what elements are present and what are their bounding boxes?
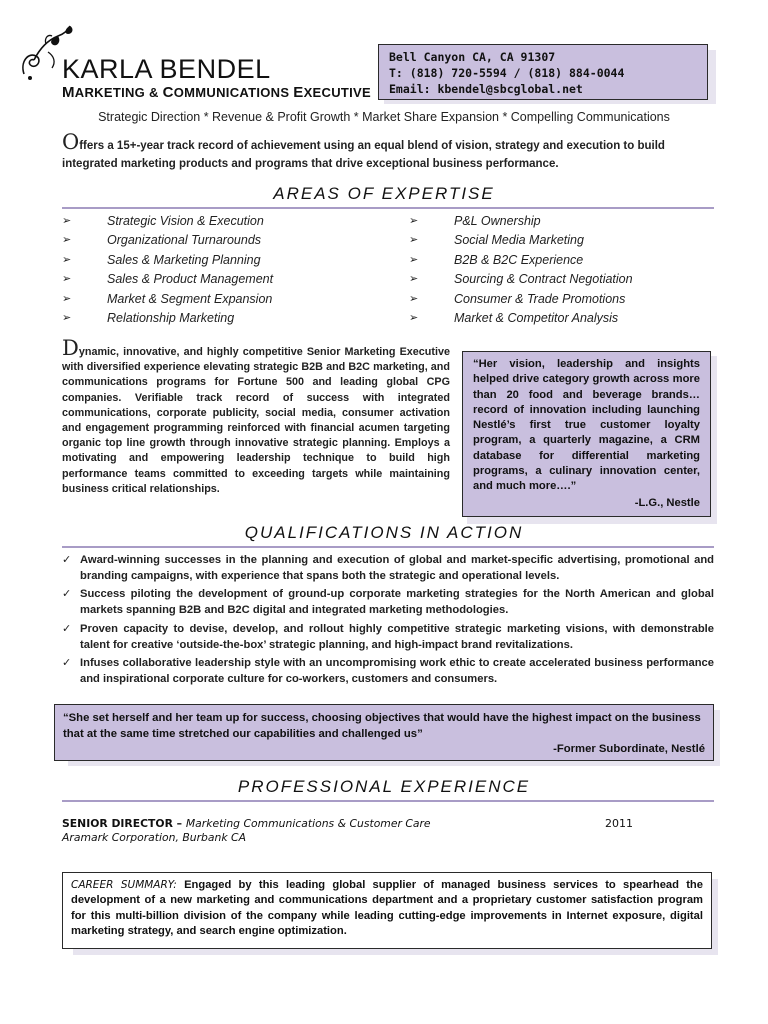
testimonial-quote-subordinate (54, 704, 714, 761)
contact-email: Email: kbendel@sbcglobal.net (389, 82, 583, 96)
intro-dropcap: O (62, 130, 80, 154)
quote-attribution: -L.G., Nestle (634, 496, 700, 509)
list-item: ✓ Award-winning successes in the planning and execution of global and market-specific advertising, promotional and branding campaigns, with experience that spans both the strategic and operational levels. (62, 553, 714, 584)
expertise-list-right (409, 212, 709, 328)
section-divider (62, 546, 714, 548)
list-item: ✓ Infuses collaborative leadership style with an uncompromising work ethic to create accelerated business performance and inspirational corporate culture for co-workers, customers and consumers. (62, 656, 714, 687)
job-company: Aramark Corporation, Burbank CA (62, 831, 246, 844)
section-divider (62, 800, 714, 802)
list-item: ➢ Market & Segment Expansion (62, 290, 392, 309)
job-role: Marketing Communications & Customer Care (185, 817, 431, 830)
quote-text: “She set herself and her team up for success, choosing objectives that would have the highest impact on the business that at the same time stretched our capabilities and challenged us” (63, 712, 701, 740)
list-item: ➢ Sourcing & Contract Negotiation (409, 270, 709, 289)
experience-heading: PROFESSIONAL EXPERIENCE (237, 777, 531, 796)
expertise-list-left (62, 212, 392, 328)
list-item: ➢ B2B & B2C Experience (409, 251, 709, 270)
list-item: ➢ Sales & Marketing Planning (62, 251, 392, 270)
job-year: 2011 (605, 817, 633, 830)
profile-dropcap: D (62, 336, 79, 360)
quote-text: “Her vision, leadership and insights helped drive category growth across more than 20 food and beverage brands…record of innovation including launching Nestlé’s first true customer loyalty program, a quarterly magazine, a CRM database for differential marketing programs, a culinary innovation center, and much more….” (473, 358, 700, 493)
expertise-heading: AREAS OF EXPERTISE (273, 184, 495, 203)
contact-address: Bell Canyon CA, CA 91307 (389, 50, 556, 64)
contact-box (378, 44, 708, 100)
tagline: Strategic Direction * Revenue & Profit Growth * Market Share Expansion * Compelling Communications (98, 110, 670, 124)
testimonial-quote-nestle (462, 351, 711, 517)
quote-attribution: -Former Subordinate, Nestlé (553, 743, 705, 756)
career-summary-box (62, 872, 712, 949)
qualifications-heading: QUALIFICATIONS IN ACTION (244, 523, 524, 542)
profile-summary (62, 336, 450, 497)
list-item: ➢ Relationship Marketing (62, 309, 392, 328)
section-divider (62, 207, 714, 209)
list-item: ➢ Organizational Turnarounds (62, 231, 392, 250)
contact-phone: T: (818) 720-5594 / (818) 884-0044 (389, 66, 625, 80)
list-item: ➢ Consumer & Trade Promotions (409, 290, 709, 309)
career-summary-label: CAREER SUMMARY: (71, 879, 177, 891)
list-item: ➢ Market & Competitor Analysis (409, 309, 709, 328)
list-item: ➢ Sales & Product Management (62, 270, 392, 289)
list-item: ✓ Proven capacity to devise, develop, and rollout highly competitive strategic marketing visions, with demonstrable talent for creative ‘outside-the-box’ strategic planning, and high-impact brand revitalizations. (62, 622, 714, 653)
intro-summary (62, 130, 712, 173)
intro-text: ffers a 15+-year track record of achievement using an equal blend of vision, strategy and execution to build integrated marketing products and programs that drive exceptional business performance. (62, 140, 665, 170)
profile-text: ynamic, innovative, and highly competitive Senior Marketing Executive with diversified experience elevating strategic B2B and B2C marketing, and communications programs for Fortune 500 and leading global CPG companies. Verifiable track record of success with integrated communications, corporate publicity, social media, consumer activation and engagement programming reinforced with financial acumen targeting organic top line growth through innovative strategic planning. Employs a motivating and empowering leadership technique to build high performance teams committed to exceeding targets while maintaining business critical relationships. (62, 346, 450, 495)
candidate-name: KARLA BENDEL (62, 54, 271, 84)
career-summary-text: Engaged by this leading global supplier of managed business services to spearhead the development of a new marketing and communications department and a proprietary customer satisfaction program for this multi-billion division of the company while leading cutting-edge improvements in Internet exposure, digital marketing strategy, and search engine optimization. (71, 879, 703, 937)
list-item: ✓ Success piloting the development of ground-up corporate marketing strategies for the North American and global markets spanning B2B and B2C digital and integrated marketing methodologies. (62, 587, 714, 618)
job-title: SENIOR DIRECTOR – Marketing Communications & Customer Care (62, 817, 431, 830)
list-item: ➢ P&L Ownership (409, 212, 709, 231)
list-item: ➢ Social Media Marketing (409, 231, 709, 250)
list-item: ➢ Strategic Vision & Execution (62, 212, 392, 231)
candidate-title: MARKETING & COMMUNICATIONS EXECUTIVE (62, 84, 371, 101)
qualifications-list (62, 553, 714, 691)
